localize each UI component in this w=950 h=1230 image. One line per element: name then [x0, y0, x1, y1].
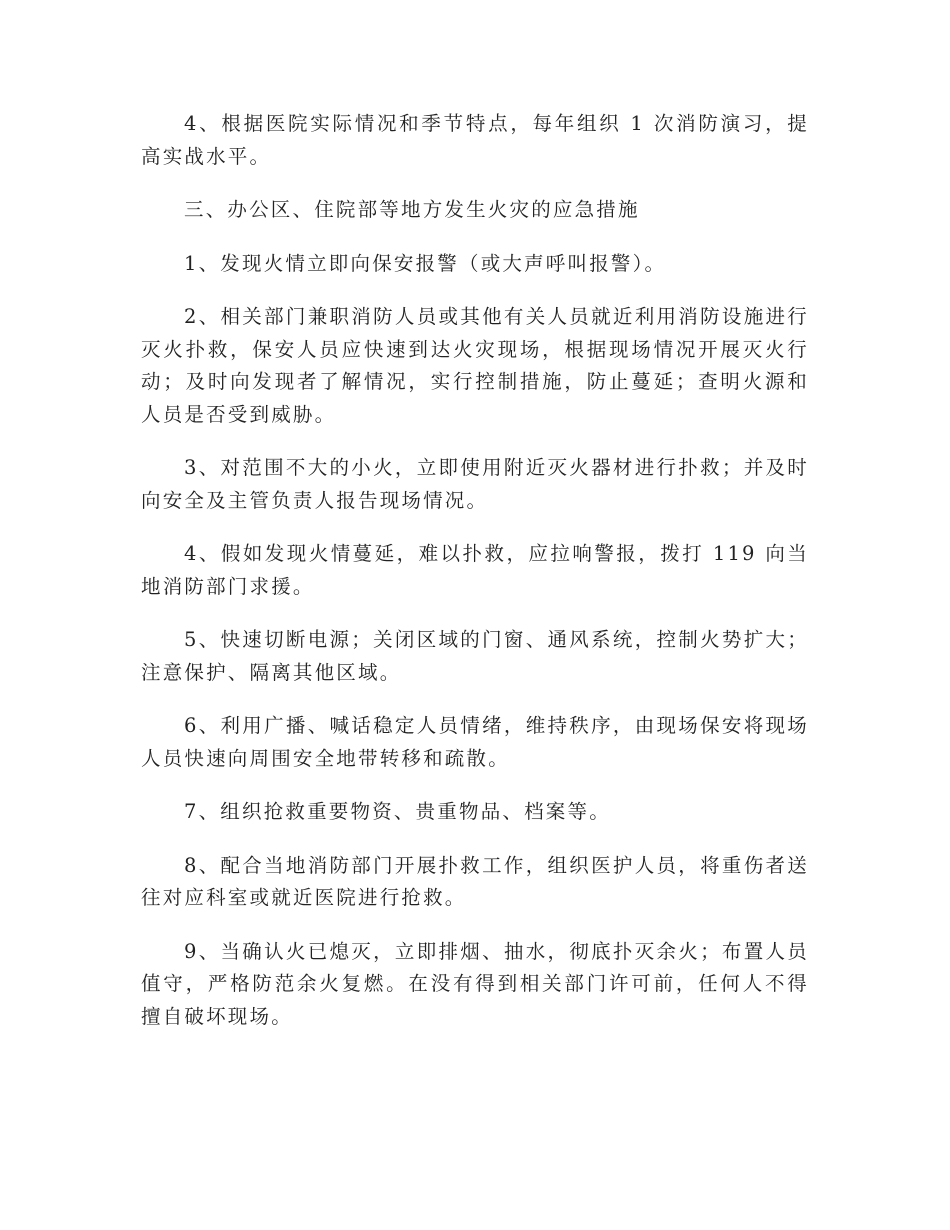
- paragraph-drill: 4、根据医院实际情况和季节特点，每年组织 1 次消防演习，提高实战水平。: [141, 112, 809, 168]
- paragraph-step-2: 2、相关部门兼职消防人员或其他有关人员就近利用消防设施进行灭火扑救，保安人员应快速到达火灾现场，根据现场情况开展灭火行动；及时向发现者了解情况，实行控制措施，防止蔓延；查明火源和人员是否受到威胁。: [141, 305, 809, 426]
- paragraph-step-8: 8、配合当地消防部门开展扑救工作，组织医护人员，将重伤者送往对应科室或就近医院进行抢救。: [141, 853, 809, 909]
- paragraph-step-3: 3、对范围不大的小火，立即使用附近灭火器材进行扑救；并及时向安全及主管负责人报告现场情况。: [141, 456, 809, 512]
- paragraph-step-6: 6、利用广播、喊话稳定人员情绪，维持秩序，由现场保安将现场人员快速向周围安全地带转移和疏散。: [141, 714, 809, 770]
- paragraph-step-4: 4、假如发现火情蔓延，难以扑救，应拉响警报，拨打 119 向当地消防部门求援。: [141, 542, 809, 598]
- paragraph-step-7: 7、组织抢救重要物资、贵重物品、档案等。: [184, 800, 611, 823]
- paragraph-step-1: 1、发现火情立即向保安报警（或大声呼叫报警）。: [184, 251, 667, 275]
- paragraph-step-5: 5、快速切断电源；关闭区域的门窗、通风系统，控制火势扩大；注意保护、隔离其他区域。: [141, 628, 809, 684]
- document-body: [141, 108, 809, 1054]
- section-heading: 三、办公区、住院部等地方发生火灾的应急措施: [184, 198, 640, 221]
- paragraph-step-9: 9、当确认火已熄灭，立即排烟、抽水，彻底扑灭余火；布置人员值守，严格防范余火复燃。在没有得到相关部门许可前，任何人不得擅自破坏现场。: [141, 939, 809, 1028]
